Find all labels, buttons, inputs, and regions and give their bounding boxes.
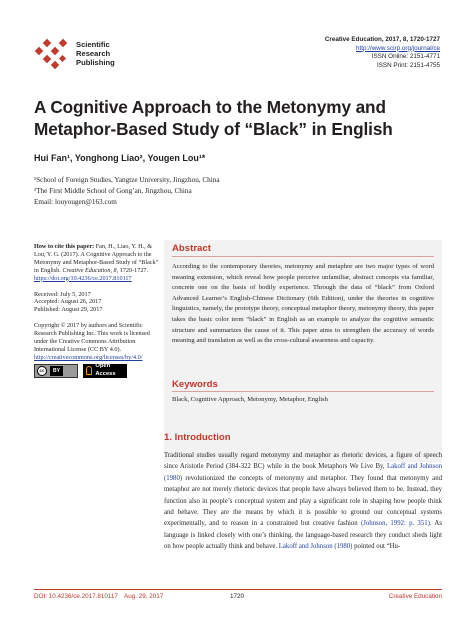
paper-title: A Cognitive Approach to the Metonymy and Metaphor-Based Study of “Black” in English (34, 97, 393, 139)
keywords-text: Black, Cognitive Approach, Metonymy, Metaphor, English (172, 396, 328, 403)
publisher-name-line: Publishing (76, 58, 115, 67)
cc-by-badge[interactable] (34, 364, 78, 378)
keywords-heading: Keywords (172, 379, 218, 390)
author-email: Email: louyougen@163.com (34, 198, 117, 206)
cite-journal: Creative Education, 8, (62, 266, 119, 274)
issn-online: ISSN Online: 2151-4771 (371, 53, 440, 61)
intro-text-3: . As language is linked closely with one’s thinking, the language-based research they conduct sheds light on how people actually think and behave. (164, 520, 442, 551)
issn-print: ISSN Print: 2151-4755 (376, 61, 440, 69)
published-date: Published: August 29, 2017 (34, 306, 103, 314)
publisher-name-line: Scientific (76, 40, 110, 49)
citation-block (34, 243, 162, 283)
cite-label: How to cite this paper: (34, 243, 95, 250)
open-lock-icon (86, 366, 92, 375)
cc-by-label: BY (50, 366, 63, 376)
open-access-badge[interactable] (83, 364, 127, 378)
affiliation-2: ²The First Middle School of Gong’an, Jingzhou, China (34, 187, 192, 195)
copyright-block (34, 322, 162, 362)
abstract-divider (172, 256, 434, 257)
publisher-name-line: Research (76, 49, 111, 58)
footer-journal: Creative Education (388, 593, 442, 600)
publisher-name (76, 40, 115, 67)
cite-text: Fan, H., Liao, Y. H., & Lou, Y. G. (2017). A Cognitive Approach to the Metonymy and Metaphor-Based Study of “Black” in English. (34, 243, 159, 274)
received-date: Received: July 5, 2017 (34, 290, 91, 298)
cite-doi-link[interactable]: https://doi.org/10.4236/ce.2017.810117 (34, 274, 132, 282)
cc-icon: cc (37, 366, 47, 376)
author-list: Hui Fan¹, Yonghong Liao², Yougen Lou¹* (34, 153, 206, 163)
footer-divider (34, 589, 442, 590)
citation-link[interactable]: Lakoff and Johnson (1980) (278, 543, 353, 551)
publisher-logo (34, 38, 224, 70)
intro-text-2: revolutionized the concepts of metonymy and metaphor. They found that metonymy and metaphor are not merely rhetoric devices that people have always believed them to be. Instead, they function also in people’s conceptual system and play a significant role in shaping how people think and behave. They are the means by which it is possible to ground our conceptual systems experimentally, and to reason in a constrained but creative fashion (164, 474, 442, 528)
affiliations (34, 175, 220, 208)
journal-info (240, 36, 440, 70)
keywords-divider (172, 391, 434, 392)
abstract-heading: Abstract (172, 243, 211, 254)
article-sidebar (34, 243, 162, 378)
intro-text-1: Traditional studies usually regard metonymy and metaphor as rhetoric devices, a figure of speech since Aristotle Period (384-322 BC) while in the book Metaphors We Live By, (164, 452, 442, 471)
footer-date: Aug. 29, 2017 (124, 593, 164, 600)
dates-block (34, 291, 162, 315)
citation-link[interactable]: (Johnson, 1992: p. 351) (360, 520, 430, 528)
footer-doi: DOI: 10.4236/ce.2017.810117 (34, 593, 118, 600)
citation-link[interactable]: Lakoff and Johnson (1980) (164, 463, 442, 482)
accepted-date: Accepted: August 26, 2017 (34, 298, 102, 306)
journal-line: Creative Education, 2017, 8, 1720-1727 (324, 36, 440, 43)
copyright-text: Copyright © 2017 by authors and Scientific Research Publishing Inc. This work is licensed under the Creative Commons Attribution International License (CC BY 4.0). (34, 322, 150, 353)
affiliation-1: ¹School of Foreign Studies, Yangtze University, Jingzhou, China (34, 176, 220, 184)
open-access-label: Open Access (95, 362, 116, 377)
page-number: 1720 (230, 593, 245, 600)
cite-pages: 1720-1727. (119, 266, 149, 274)
license-badges (34, 364, 162, 378)
license-link[interactable]: http://creativecommons.org/licenses/by/4.0/ (34, 353, 143, 361)
journal-url-link[interactable]: http://www.scirp.org/journal/ce (356, 44, 440, 52)
publisher-logo-icon (34, 38, 68, 70)
abstract-text: According to the contemporary theories, metonymy and metaphor are two major types of word meaning extension, which reveal how people perceive unfamiliar, abstract concepts via familiar, concrete one on the basis of bodily experience. Through the data of “black” from Oxford Advanced Learner’s English-Chinese Dictionary (6th Edition), under the theories in cognitive linguistics, namely, the prototype theory, conceptual metaphor theory, metonymy theory, this paper takes the basic color term “black” in English as an example to analyze the cognitive semantic structure and summarizes the cause of it. This paper aims to strengthen the accuracy of words meaning and translation as well as the cross-cultural awareness and capacity. (172, 263, 434, 345)
introduction-heading: 1. Introduction (164, 432, 231, 443)
introduction-text (164, 450, 442, 553)
intro-text-4: pointed out “Hu- (354, 543, 401, 551)
